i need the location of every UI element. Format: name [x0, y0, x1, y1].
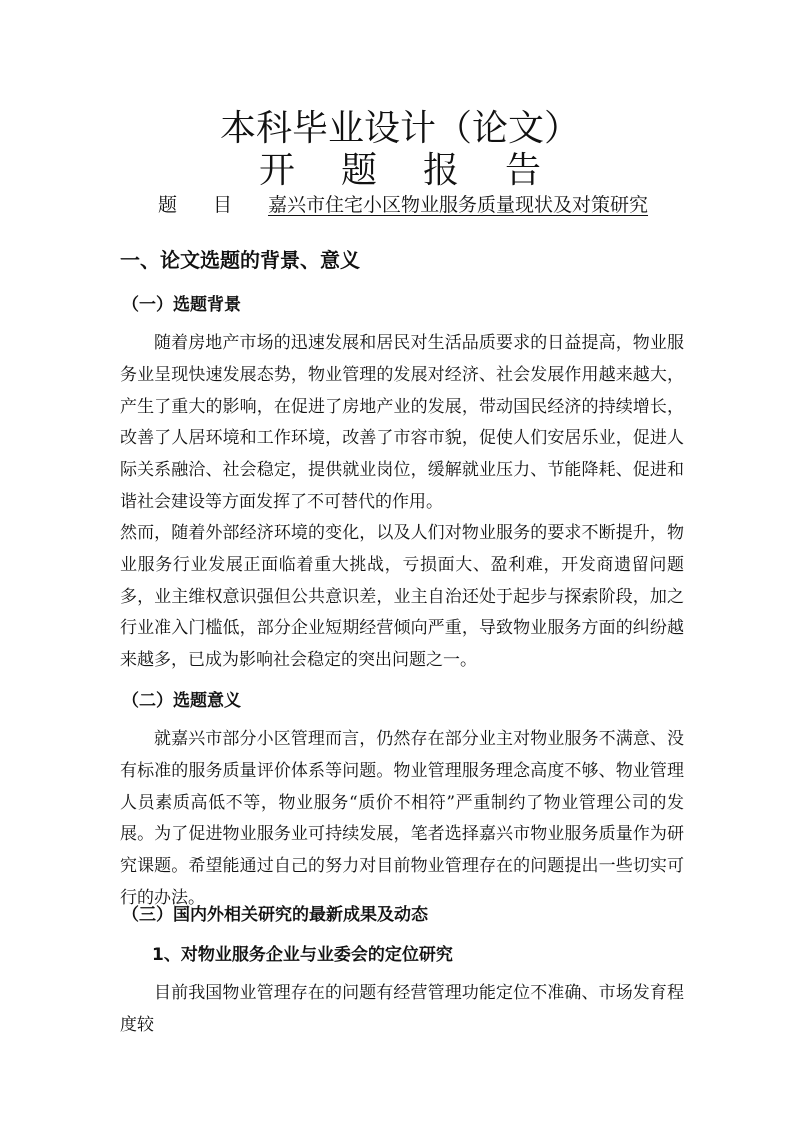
topic-label: 题目	[158, 194, 269, 216]
subsection-heading-significance: （二）选题意义	[122, 691, 241, 711]
document-title: 本科毕业设计（论文）	[219, 108, 580, 149]
background-paragraph-1: 随着房地产市场的迅速发展和居民对生活品质要求的日益提高，物业服务业呈现快速发展态势，物业管理的发展对经济、社会发展作用越来越大，产生了重大的影响，在促进了房地产业的发展，带动国民经济的持续增长，改善了人居环境和工作环境，改善了市容市貌，促使人们安居乐业，促进人际关系融洽、社会稳定，提供就业岗位，缓解就业压力、节能降耗、促进和谐社会建设等方面发挥了不可替代的作用。	[120, 333, 684, 512]
topic-line	[158, 190, 648, 217]
research-item-heading: 1、对物业服务企业与业委会的定位研究	[152, 945, 453, 965]
significance-paragraph: 就嘉兴市部分小区管理而言，仍然存在部分业主对物业服务不满意、没有标准的服务质量评价体系等问题。物业管理服务理念高度不够、物业管理人员素质高低不等，物业服务“质价不相符”严重制约了物业管理公司的发展。为了促进物业服务业可持续发展，笔者选择嘉兴市物业服务质量作为研究课题。希望能通过自己的努力对目前物业管理存在的问题提出一些切实可行的办法。	[120, 729, 684, 908]
subsection-heading-research: （三）国内外相关研究的最新成果及动态	[122, 905, 428, 925]
background-paragraph-2: 然而，随着外部经济环境的变化，以及人们对物业服务的要求不断提升，物业服务行业发展正面临着重大挑战，亏损面大、盈利难，开发商遗留问题多，业主维权意识强但公共意识差，业主自治还处于起步与探索阶段，加之行业准入门槛低，部分企业短期经营倾向严重，导致物业服务方面的纠纷越来越多，已成为影响社会稳定的突出问题之一。	[120, 523, 684, 671]
document-subtitle: 开题报告	[258, 150, 587, 191]
research-item-paragraph: 目前我国物业管理存在的问题有经营管理功能定位不准确、市场发育程度较	[120, 983, 684, 1035]
section-heading: 一、论文选题的背景、意义	[120, 248, 360, 272]
subsection-heading-background: （一）选题背景	[122, 295, 241, 315]
topic-value: 嘉兴市住宅小区物业服务质量现状及对策研究	[268, 194, 649, 216]
